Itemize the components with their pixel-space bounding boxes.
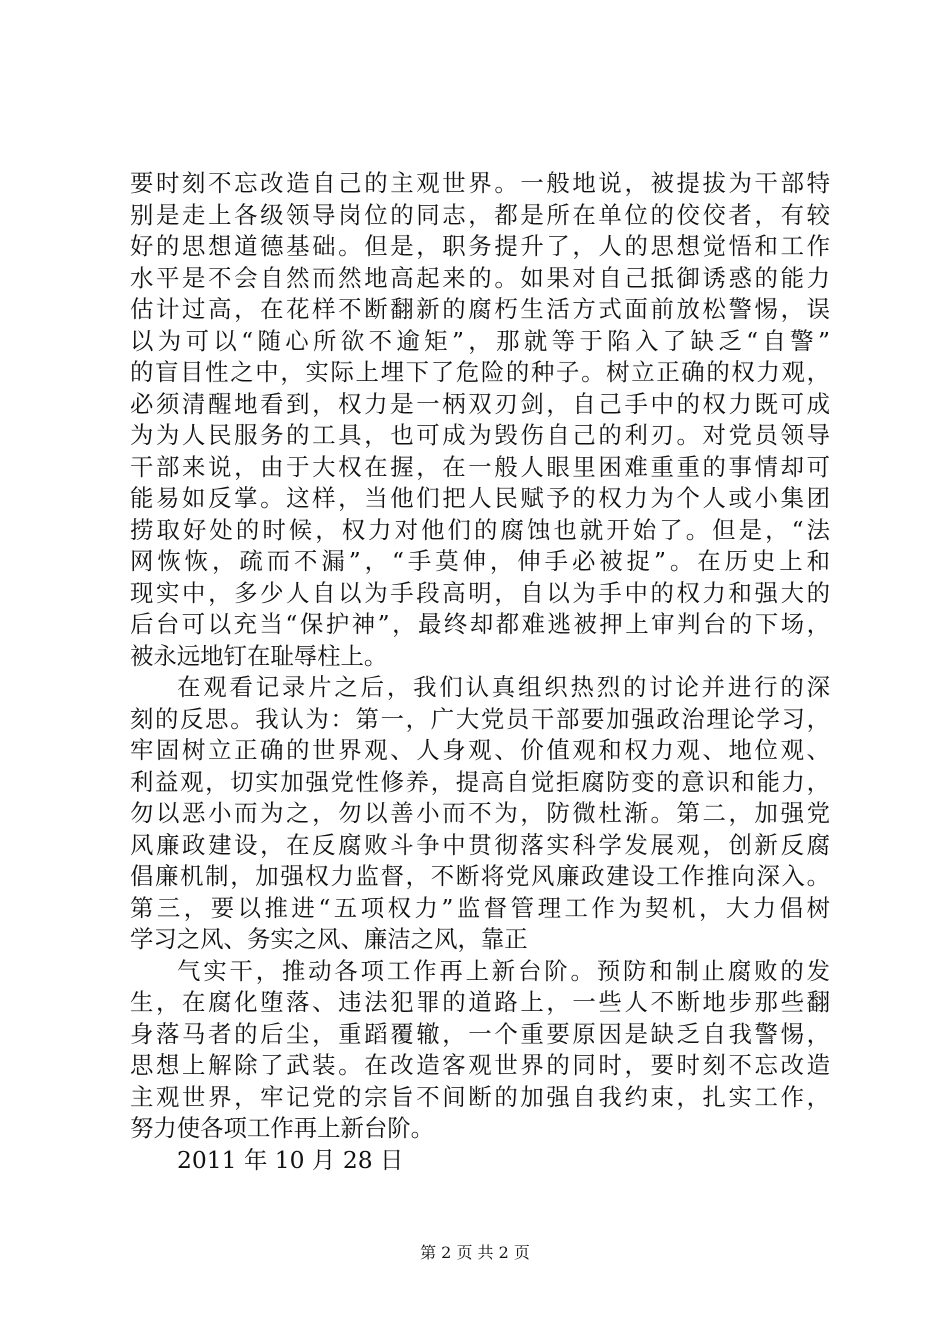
text-line: 学习之风、务实之风、廉洁之风，靠正 — [130, 925, 528, 953]
text-line: 好的思想道德基础。但是，职务提升了，人的思想觉悟和工作 — [130, 232, 830, 260]
text-line: 必须清醒地看到，权力是一柄双刃剑，自己手中的权力既可成 — [130, 389, 830, 418]
text-line: 干部来说，由于大权在握，在一般人眼里困难重重的事情却可 — [130, 452, 830, 481]
text-line: 倡廉机制，加强权力监督，不断将党风廉政建设工作推向深入。 — [130, 862, 830, 890]
text-line: 勿以恶小而为之，勿以善小而不为，防微杜渐。第二，加强党 — [130, 799, 830, 827]
text-line: 思想上解除了武装。在改造客观世界的同时，要时刻不忘改造 — [130, 1051, 830, 1079]
text-line: 为为人民服务的工具，也可成为毁伤自己的利刃。对党员领导 — [130, 421, 830, 449]
text-line: 后台可以充当“保护神”，最终却都难逃被押上审判台的下场， — [130, 610, 830, 638]
text-line: 以为可以“随心所欲不逾矩”，那就等于陷入了缺乏“自警” — [130, 326, 830, 355]
text-line: 身落马者的后尘，重蹈覆辙，一个重要原因是缺乏自我警惕， — [130, 1019, 830, 1048]
text-line: 水平是不会自然而然地高起来的。如果对自己抵御诱惑的能力 — [130, 263, 830, 292]
text-line: 估计过高，在花样不断翻新的腐朽生活方式面前放松警惕，误 — [130, 295, 830, 323]
text-line: 被永远地钉在耻辱柱上。 — [130, 641, 388, 670]
text-line: 努力使各项工作再上新台阶。 — [130, 1114, 435, 1142]
page-footer: 第 2 页 共 2 页 — [420, 1243, 530, 1262]
text-line: 主观世界，牢记党的宗旨不间断的加强自我约束，扎实工作， — [130, 1082, 830, 1111]
text-line: 生，在腐化堕落、违法犯罪的道路上，一些人不断地步那些翻 — [130, 988, 830, 1016]
text-line: 的盲目性之中，实际上埋下了危险的种子。树立正确的权力观， — [130, 358, 830, 386]
text-line: 牢固树立正确的世界观、人身观、价值观和权力观、地位观、 — [130, 736, 830, 764]
paragraph-start-line: 在观看记录片之后，我们认真组织热烈的讨论并进行的深 — [177, 673, 830, 701]
document-date: 2011 年 10 月 28 日 — [177, 1145, 404, 1174]
text-line: 风廉政建设，在反腐败斗争中贯彻落实科学发展观，创新反腐 — [130, 830, 830, 859]
text-line: 能易如反掌。这样，当他们把人民赋予的权力为个人或小集团 — [130, 484, 830, 512]
text-line: 第三，要以推进“五项权力”监督管理工作为契机，大力倡树 — [130, 893, 830, 922]
paragraph-start-line: 气实干，推动各项工作再上新台阶。预防和制止腐败的发 — [177, 956, 830, 985]
text-line: 现实中，多少人自以为手段高明，自以为手中的权力和强大的 — [130, 578, 830, 607]
text-line: 刻的反思。我认为：第一，广大党员干部要加强政治理论学习， — [130, 704, 830, 733]
text-line: 别是走上各级领导岗位的同志，都是所在单位的佼佼者，有较 — [130, 200, 830, 229]
body-text — [130, 168, 830, 1176]
text-line: 捞取好处的时候，权力对他们的腐蚀也就开始了。但是，“法 — [130, 515, 830, 544]
text-line: 网恢恢，疏而不漏”，“手莫伸，伸手必被捉”。在历史上和 — [130, 547, 830, 575]
text-line: 要时刻不忘改造自己的主观世界。一般地说，被提拔为干部特 — [130, 169, 830, 197]
text-line: 利益观，切实加强党性修养，提高自觉拒腐防变的意识和能力， — [130, 767, 830, 796]
